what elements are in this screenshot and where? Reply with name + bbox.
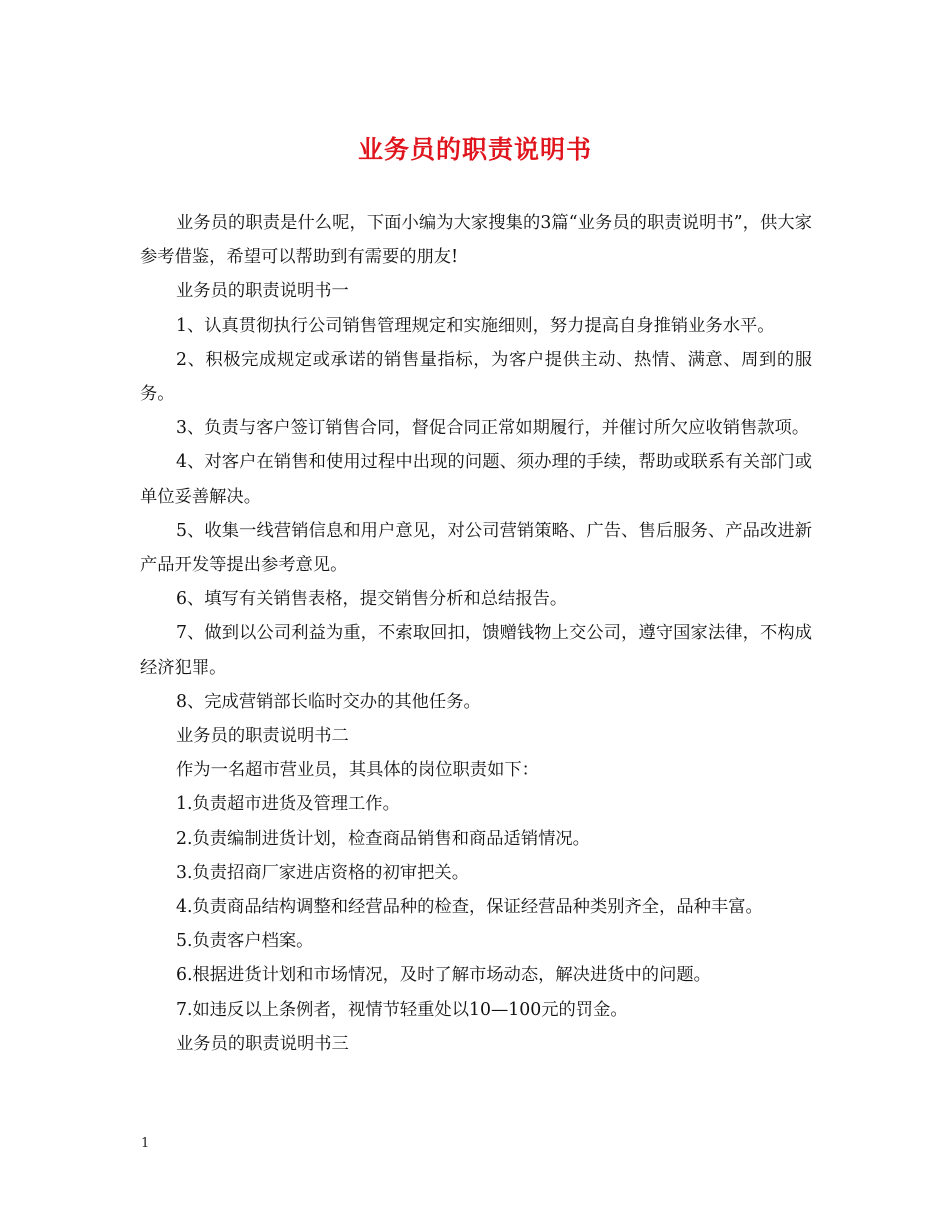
section-heading-1: 业务员的职责说明书一 bbox=[176, 281, 349, 302]
list-item-5: 5.负责客户档案。 bbox=[176, 931, 314, 952]
paragraph-intro: 业务员的职责是什么呢，下面小编为大家搜集的3篇“业务员的职责说明书”，供大家参考借鉴，希望可以帮助到有需要的朋友! bbox=[140, 213, 812, 268]
paragraph-item-2: 2、积极完成规定或承诺的销售量指标，为客户提供主动、热情、满意、周到的服务。 bbox=[140, 349, 812, 405]
paragraph-item-8: 8、完成营销部长临时交办的其他任务。 bbox=[176, 691, 481, 712]
list-item-2: 2.负责编制进货计划，检查商品销售和商品适销情况。 bbox=[176, 828, 590, 849]
list-item-7: 7.如违反以上条例者，视情节轻重处以10—100元的罚金。 bbox=[176, 999, 628, 1020]
paragraph-item-1: 1、认真贯彻执行公司销售管理规定和实施细则，努力提高自身推销业务水平。 bbox=[176, 315, 775, 336]
list-item-6: 6.根据进货计划和市场情况，及时了解市场动态，解决进货中的问题。 bbox=[176, 965, 711, 986]
document-body bbox=[140, 206, 812, 1061]
page-number: 1 bbox=[141, 1136, 150, 1151]
document-title: 业务员的职责说明书 bbox=[357, 135, 592, 164]
paragraph-intro-2: 作为一名超市营业员，其具体的岗位职责如下： bbox=[176, 760, 539, 781]
paragraph-item-4: 4、对客户在销售和使用过程中出现的问题、须办理的手续，帮助或联系有关部门或单位妥善解决。 bbox=[140, 452, 812, 507]
list-item-3: 3.负责招商厂家进店资格的初审把关。 bbox=[176, 862, 469, 883]
section-heading-2: 业务员的职责说明书二 bbox=[176, 726, 349, 747]
paragraph-item-6: 6、填写有关销售表格，提交销售分析和总结报告。 bbox=[176, 589, 568, 610]
paragraph-item-5: 5、收集一线营销信息和用户意见，对公司营销策略、广告、售后服务、产品改进新产品开发等提出参考意见。 bbox=[140, 520, 812, 576]
list-item-4: 4.负责商品结构调整和经营品种的检查，保证经营品种类别齐全，品种丰富。 bbox=[176, 897, 763, 918]
section-heading-3: 业务员的职责说明书三 bbox=[176, 1033, 349, 1054]
paragraph-item-3: 3、负责与客户签订销售合同，督促合同正常如期履行，并催讨所欠应收销售款项。 bbox=[176, 418, 810, 439]
paragraph-item-7: 7、做到以公司利益为重，不索取回扣，馈赠钱物上交公司，遵守国家法律，不构成经济犯罪。 bbox=[140, 623, 812, 678]
list-item-1: 1.负责超市进货及管理工作。 bbox=[176, 794, 400, 815]
